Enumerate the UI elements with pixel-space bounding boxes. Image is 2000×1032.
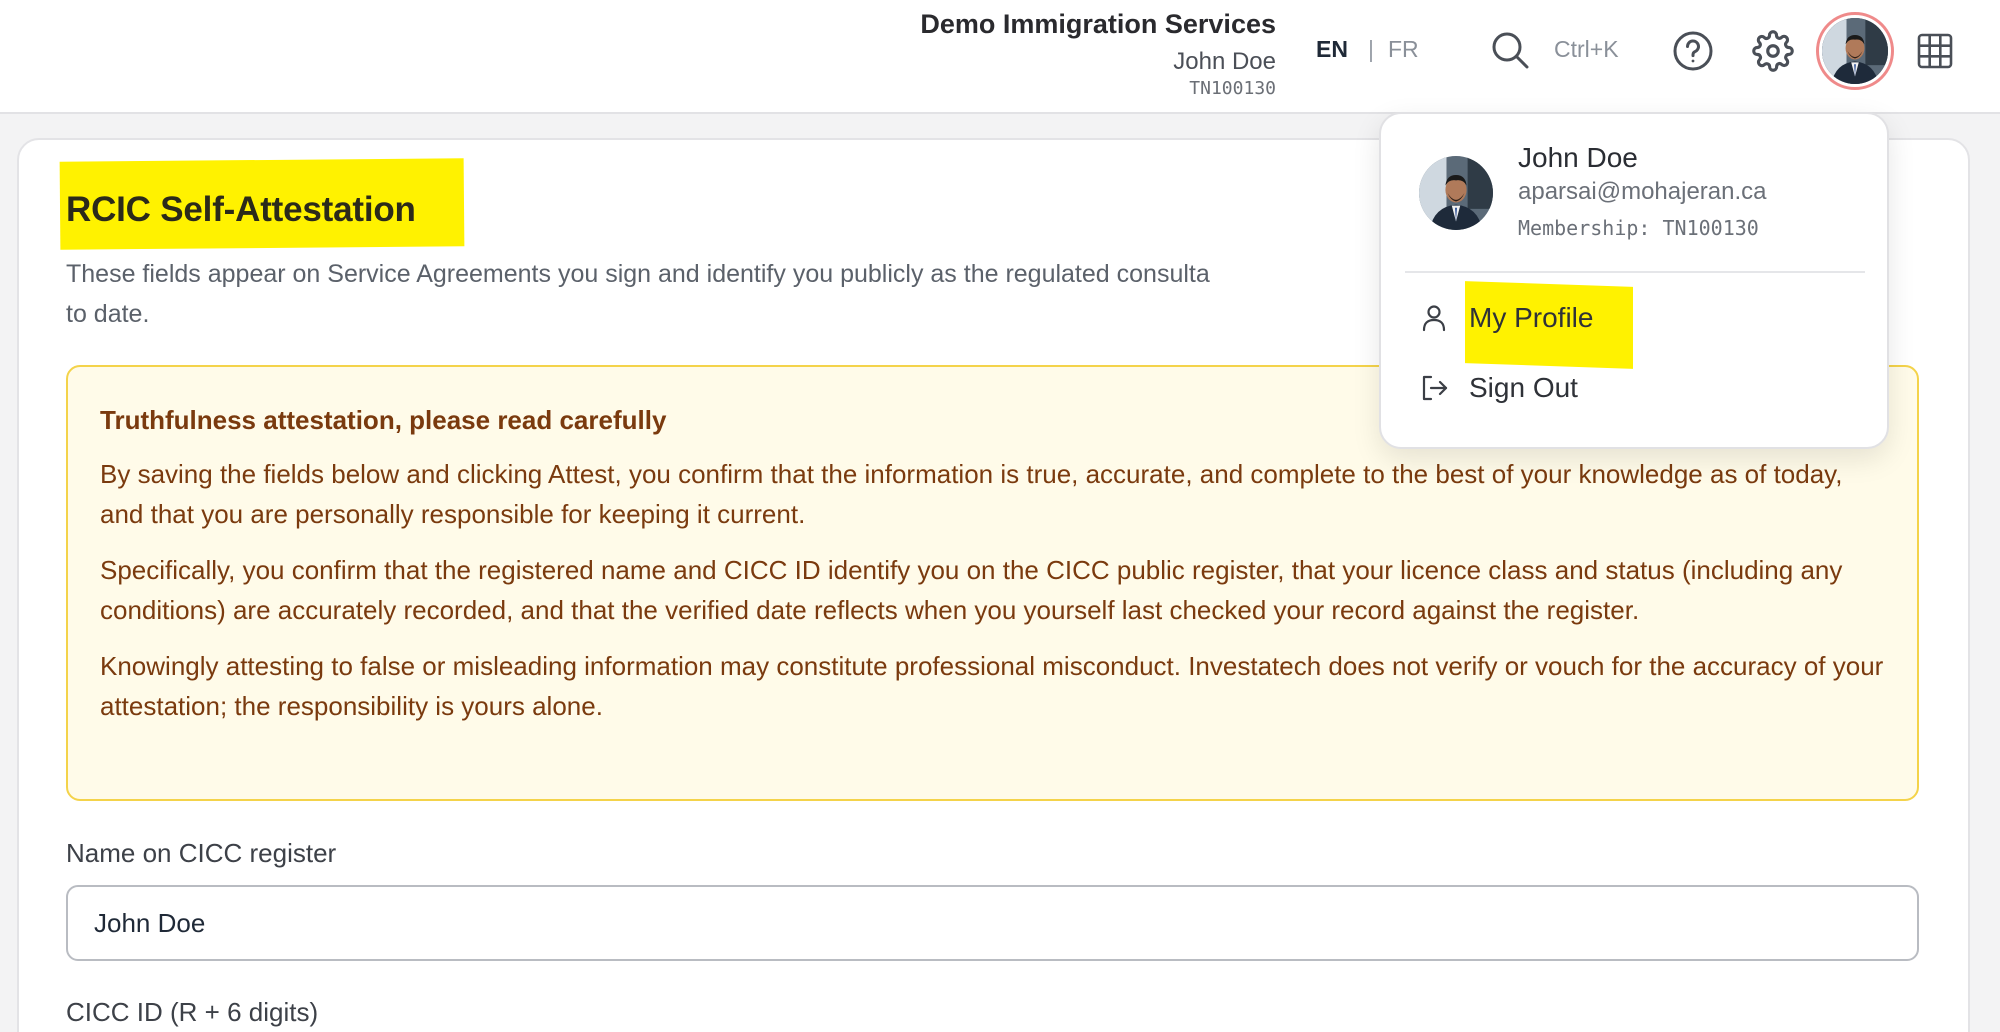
name-on-register-label: Name on CICC register	[66, 838, 337, 868]
user-menu-dropdown	[1379, 112, 1889, 449]
attestation-paragraph-1: By saving the fields below and clicking Attest, you confirm that the information is true, accurate, and complete to the best of your knowledge as of today, and that you are personally responsible for keeping it current.	[100, 459, 1843, 529]
lang-separator: |	[1367, 36, 1374, 62]
cicc-id-label: CICC ID (R + 6 digits)	[66, 997, 319, 1027]
name-on-register-input[interactable]	[66, 885, 1919, 961]
page-title: RCIC Self-Attestation	[66, 190, 416, 229]
dropdown-avatar-photo	[1419, 156, 1493, 230]
user-icon	[1419, 303, 1449, 333]
my-profile-menu-item[interactable]	[1419, 302, 1593, 334]
dropdown-user-name: John Doe	[1518, 142, 1638, 173]
lang-en-button[interactable]: EN	[1316, 36, 1348, 62]
apps-grid-icon[interactable]	[1916, 32, 1954, 70]
gear-icon[interactable]	[1752, 30, 1794, 72]
dropdown-divider	[1405, 271, 1865, 273]
user-avatar-button[interactable]	[1816, 12, 1894, 90]
org-info	[920, 8, 1276, 100]
attestation-paragraph-3: Knowingly attesting to false or misleading information may constitute professional misconduct. Investatech does not verify or vouch for the accuracy of your attestation; the responsibility is yours alone.	[100, 651, 1884, 721]
sign-out-menu-item[interactable]	[1419, 372, 1578, 404]
subtitle-line2: to date.	[66, 300, 150, 328]
dropdown-avatar	[1419, 156, 1493, 230]
language-switcher	[1316, 36, 1419, 63]
header-user-name: John Doe	[1173, 48, 1276, 75]
org-name: Demo Immigration Services	[920, 9, 1276, 39]
my-profile-label: My Profile	[1469, 302, 1594, 333]
help-icon[interactable]	[1672, 30, 1714, 72]
search-shortcut: Ctrl+K	[1554, 36, 1619, 62]
lang-fr-button[interactable]: FR	[1387, 36, 1419, 62]
top-header	[0, 0, 2000, 114]
attestation-paragraph-2: Specifically, you confirm that the registered name and CICC ID identify you on the CICC public register, that your licence class and status (including any conditions) are accurately recorded, and that the verified date reflects when you yourself last checked your record against the register.	[100, 555, 1843, 625]
header-membership-id: TN100130	[1189, 78, 1276, 99]
avatar-photo	[1822, 18, 1888, 84]
attestation-title: Truthfulness attestation, please read carefully	[100, 405, 667, 435]
avatar	[1822, 18, 1888, 84]
sign-out-icon	[1419, 373, 1449, 403]
search-icon[interactable]	[1490, 30, 1530, 70]
sign-out-label: Sign Out	[1469, 372, 1578, 403]
dropdown-membership: Membership: TN100130	[1518, 216, 1759, 240]
subtitle-text: These fields appear on Service Agreements you sign and identify you publicly as the regulated consulta	[66, 260, 1210, 288]
dropdown-user-email: aparsai@mohajeran.ca	[1518, 178, 1767, 205]
